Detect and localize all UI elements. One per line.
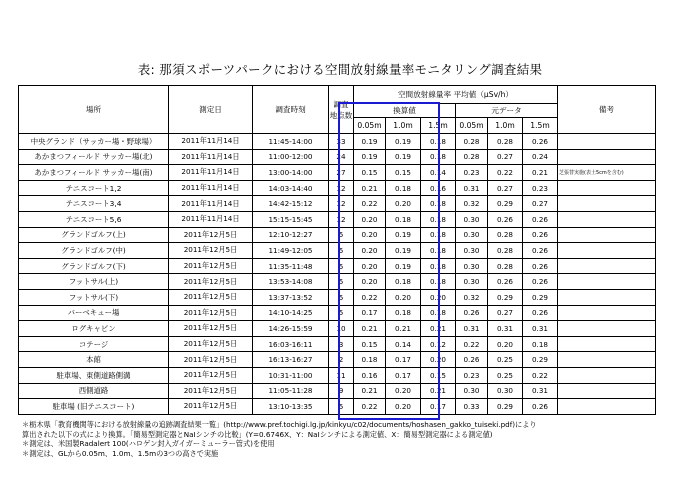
header-date: 測定日 [169, 86, 253, 134]
cell-converted-1-5m: 0.15 [421, 367, 456, 383]
footnote-line: ＊測定は、米国製Radalert 100(ハロゲン封入ガイガーミューラー管式)を使用 [22, 439, 275, 449]
table-row [19, 352, 656, 368]
cell-raw-005m: 0.30 [456, 211, 488, 227]
cell-converted-1-5m: 0.18 [421, 305, 456, 321]
cell-points: 2 [329, 352, 354, 368]
cell-location: テニスコート1,2 [19, 180, 169, 196]
header-location: 場所 [19, 86, 169, 134]
cell-raw-1-5m: 0.26 [523, 274, 558, 290]
cell-converted-1-5m: 0.20 [421, 289, 456, 305]
cell-points: 9 [329, 383, 354, 399]
cell-time: 11:49-12:05 [253, 243, 329, 259]
cell-points: 5 [329, 305, 354, 321]
cell-raw-1-5m: 0.24 [523, 149, 558, 165]
cell-converted-1-0m: 0.18 [386, 211, 421, 227]
cell-converted-1-0m: 0.14 [386, 336, 421, 352]
cell-raw-1-5m: 0.26 [523, 243, 558, 259]
cell-location: テニスコート5,6 [19, 211, 169, 227]
cell-date: 2011年11月14日 [169, 149, 253, 165]
cell-raw-1-0m: 0.27 [488, 149, 523, 165]
cell-converted-005m: 0.21 [354, 321, 386, 337]
cell-location: あかまつフィールド サッカー場(南) [19, 165, 169, 181]
cell-location: フットサル(下) [19, 289, 169, 305]
cell-location: ログキャビン [19, 321, 169, 337]
cell-raw-1-0m: 0.29 [488, 196, 523, 212]
cell-remarks [558, 289, 656, 305]
cell-location: グランドゴルフ(上) [19, 227, 169, 243]
cell-raw-1-5m: 0.21 [523, 165, 558, 181]
header-converted-1-5m: 1.5m [421, 118, 456, 134]
cell-remarks [558, 399, 656, 415]
cell-converted-005m: 0.22 [354, 196, 386, 212]
cell-remarks [558, 227, 656, 243]
cell-raw-1-5m: 0.31 [523, 383, 558, 399]
cell-converted-1-0m: 0.17 [386, 367, 421, 383]
table-row [19, 258, 656, 274]
footnote-line: ＊栃木県「教育機関等における放射線量の追跡調査結果一覧」(http://www.pref.tochigi.lg.jp/kinkyu/c02/documents/hoshasen_gakko_tuiseki.pdf)により [22, 420, 537, 429]
cell-converted-1-0m: 0.18 [386, 180, 421, 196]
cell-raw-1-5m: 0.26 [523, 211, 558, 227]
cell-points: 27 [329, 165, 354, 181]
cell-raw-1-5m: 0.29 [523, 289, 558, 305]
header-dose-group: 空間放射線量率 平均値（μSv/h） [354, 86, 558, 104]
cell-raw-005m: 0.31 [456, 321, 488, 337]
cell-converted-1-0m: 0.20 [386, 289, 421, 305]
cell-time: 14:26-15:59 [253, 321, 329, 337]
cell-converted-1-0m: 0.17 [386, 352, 421, 368]
cell-converted-005m: 0.18 [354, 352, 386, 368]
cell-location: あかまつフィールド サッカー場(北) [19, 149, 169, 165]
cell-converted-005m: 0.17 [354, 305, 386, 321]
table-row [19, 211, 656, 227]
cell-raw-1-5m: 0.23 [523, 180, 558, 196]
table-row [19, 180, 656, 196]
cell-converted-1-5m: 0.18 [421, 243, 456, 259]
cell-date: 2011年11月14日 [169, 196, 253, 212]
cell-raw-005m: 0.30 [456, 274, 488, 290]
cell-remarks [558, 321, 656, 337]
header-raw-1-5m: 1.5m [523, 118, 558, 134]
cell-raw-1-5m: 0.26 [523, 399, 558, 415]
cell-raw-1-5m: 0.18 [523, 336, 558, 352]
cell-converted-1-5m: 0.18 [421, 134, 456, 150]
cell-points: 3 [329, 336, 354, 352]
cell-raw-005m: 0.30 [456, 383, 488, 399]
header-points [329, 86, 354, 134]
cell-raw-1-5m: 0.31 [523, 321, 558, 337]
cell-time: 11:35-11:48 [253, 258, 329, 274]
cell-location: 駐車場、東側道路側溝 [19, 367, 169, 383]
cell-points: 24 [329, 149, 354, 165]
cell-converted-1-0m: 0.19 [386, 227, 421, 243]
cell-converted-1-0m: 0.15 [386, 165, 421, 181]
cell-raw-005m: 0.31 [456, 180, 488, 196]
footnotes [22, 420, 537, 458]
header-time: 調査時刻 [253, 86, 329, 134]
cell-raw-1-0m: 0.28 [488, 243, 523, 259]
cell-date: 2011年12月5日 [169, 321, 253, 337]
cell-raw-1-0m: 0.29 [488, 289, 523, 305]
cell-converted-1-0m: 0.19 [386, 149, 421, 165]
cell-converted-005m: 0.15 [354, 336, 386, 352]
cell-date: 2011年12月5日 [169, 336, 253, 352]
page-title: 表: 那須スポーツパークにおける空間放射線量率モニタリング調査結果 [137, 62, 543, 77]
cell-converted-005m: 0.19 [354, 134, 386, 150]
cell-date: 2011年12月5日 [169, 305, 253, 321]
cell-raw-005m: 0.32 [456, 289, 488, 305]
cell-points: 5 [329, 227, 354, 243]
cell-location: グランドゴルフ(中) [19, 243, 169, 259]
cell-date: 2011年12月5日 [169, 274, 253, 290]
cell-converted-1-5m: 0.18 [421, 211, 456, 227]
cell-location: テニスコート3,4 [19, 196, 169, 212]
cell-date: 2011年11月14日 [169, 211, 253, 227]
cell-location: 駐車場 (旧テニスコート) [19, 399, 169, 415]
cell-time: 11:00-12:00 [253, 149, 329, 165]
cell-converted-005m: 0.21 [354, 383, 386, 399]
table-row [19, 196, 656, 212]
cell-raw-1-5m: 0.26 [523, 227, 558, 243]
cell-date: 2011年12月5日 [169, 367, 253, 383]
cell-points: 33 [329, 134, 354, 150]
cell-date: 2011年12月5日 [169, 227, 253, 243]
cell-date: 2011年11月14日 [169, 134, 253, 150]
cell-converted-1-0m: 0.20 [386, 399, 421, 415]
cell-converted-1-5m: 0.18 [421, 274, 456, 290]
cell-raw-1-5m: 0.29 [523, 352, 558, 368]
table-row [19, 383, 656, 399]
cell-converted-1-5m: 0.21 [421, 321, 456, 337]
header-remarks: 備考 [558, 86, 656, 134]
cell-raw-005m: 0.30 [456, 258, 488, 274]
cell-time: 14:10-14:25 [253, 305, 329, 321]
cell-time: 14:42-15:12 [253, 196, 329, 212]
cell-time: 11:05-11:28 [253, 383, 329, 399]
cell-time: 13:53-14:08 [253, 274, 329, 290]
cell-time: 16:13-16:27 [253, 352, 329, 368]
cell-converted-1-5m: 0.18 [421, 196, 456, 212]
cell-remarks [558, 367, 656, 383]
cell-points: 12 [329, 211, 354, 227]
cell-raw-1-0m: 0.30 [488, 383, 523, 399]
table-body [19, 134, 656, 415]
cell-remarks [558, 352, 656, 368]
table-row [19, 336, 656, 352]
table-row [19, 243, 656, 259]
cell-remarks [558, 134, 656, 150]
cell-remarks [558, 243, 656, 259]
cell-raw-1-0m: 0.25 [488, 352, 523, 368]
table-header [19, 86, 656, 134]
cell-date: 2011年12月5日 [169, 243, 253, 259]
cell-remarks [558, 336, 656, 352]
header-points-line1: 調査 [333, 99, 349, 109]
header-raw-005m: 0.05m [456, 118, 488, 134]
cell-raw-1-0m: 0.27 [488, 180, 523, 196]
cell-converted-005m: 0.21 [354, 180, 386, 196]
cell-converted-005m: 0.20 [354, 211, 386, 227]
table-row [19, 227, 656, 243]
cell-time: 12:10-12:27 [253, 227, 329, 243]
cell-converted-1-5m: 0.18 [421, 258, 456, 274]
cell-converted-1-5m: 0.21 [421, 383, 456, 399]
cell-date: 2011年11月14日 [169, 180, 253, 196]
cell-converted-1-0m: 0.21 [386, 321, 421, 337]
cell-raw-1-5m: 0.26 [523, 305, 558, 321]
cell-converted-005m: 0.19 [354, 149, 386, 165]
cell-remarks [558, 383, 656, 399]
cell-converted-1-5m: 0.14 [421, 165, 456, 181]
cell-converted-1-5m: 0.20 [421, 352, 456, 368]
cell-points: 5 [329, 243, 354, 259]
cell-time: 10:31-11:00 [253, 367, 329, 383]
cell-remarks [558, 196, 656, 212]
cell-points: 11 [329, 367, 354, 383]
cell-remarks [558, 305, 656, 321]
footnote-line: ＊測定は、GLから0.05m、1.0m、1.5mの3つの高さで実施 [22, 448, 219, 458]
cell-raw-005m: 0.28 [456, 134, 488, 150]
header-raw: 元データ [456, 104, 558, 118]
cell-time: 15:15-15:45 [253, 211, 329, 227]
cell-time: 13:00-14:00 [253, 165, 329, 181]
cell-time: 11:45-14:00 [253, 134, 329, 150]
cell-date: 2011年12月5日 [169, 289, 253, 305]
cell-converted-005m: 0.20 [354, 274, 386, 290]
cell-location: コテージ [19, 336, 169, 352]
table-row [19, 367, 656, 383]
cell-raw-005m: 0.32 [456, 196, 488, 212]
cell-raw-1-0m: 0.26 [488, 211, 523, 227]
table-row [19, 321, 656, 337]
cell-time: 13:10-13:35 [253, 399, 329, 415]
cell-raw-005m: 0.30 [456, 227, 488, 243]
cell-raw-1-0m: 0.28 [488, 227, 523, 243]
cell-points: 5 [329, 289, 354, 305]
cell-raw-005m: 0.28 [456, 149, 488, 165]
cell-raw-005m: 0.22 [456, 336, 488, 352]
cell-raw-1-0m: 0.20 [488, 336, 523, 352]
cell-date: 2011年11月14日 [169, 165, 253, 181]
cell-raw-1-0m: 0.25 [488, 367, 523, 383]
cell-converted-1-0m: 0.18 [386, 305, 421, 321]
cell-converted-1-0m: 0.20 [386, 196, 421, 212]
cell-raw-005m: 0.33 [456, 399, 488, 415]
cell-time: 16:03-16:11 [253, 336, 329, 352]
cell-converted-005m: 0.16 [354, 367, 386, 383]
cell-converted-1-5m: 0.12 [421, 336, 456, 352]
cell-converted-005m: 0.20 [354, 258, 386, 274]
cell-raw-1-0m: 0.29 [488, 399, 523, 415]
cell-raw-1-0m: 0.27 [488, 305, 523, 321]
cell-raw-1-0m: 0.28 [488, 258, 523, 274]
cell-raw-1-5m: 0.26 [523, 258, 558, 274]
cell-converted-1-0m: 0.19 [386, 243, 421, 259]
results-table [18, 85, 656, 415]
cell-time: 14:03-14:40 [253, 180, 329, 196]
cell-points: 12 [329, 180, 354, 196]
header-converted-1-0m: 1.0m [386, 118, 421, 134]
cell-raw-1-0m: 0.22 [488, 165, 523, 181]
table-row [19, 149, 656, 165]
cell-raw-005m: 0.26 [456, 352, 488, 368]
cell-date: 2011年12月5日 [169, 352, 253, 368]
cell-converted-1-5m: 0.18 [421, 227, 456, 243]
cell-date: 2011年12月5日 [169, 258, 253, 274]
cell-points: 5 [329, 258, 354, 274]
cell-location: 西側道路 [19, 383, 169, 399]
cell-converted-1-0m: 0.19 [386, 134, 421, 150]
table-row [19, 289, 656, 305]
cell-location: 中央グランド（サッカー場・野球場） [19, 134, 169, 150]
cell-raw-005m: 0.26 [456, 305, 488, 321]
cell-raw-1-0m: 0.26 [488, 274, 523, 290]
header-points-line2: 地点数 [329, 110, 353, 120]
cell-date: 2011年12月5日 [169, 399, 253, 415]
cell-location: グランドゴルフ(下) [19, 258, 169, 274]
table-row [19, 165, 656, 181]
footnote-line: 算出された以下の式により換算。「簡易型測定器とNaIシンチの比較」(Y=0.6746X、Y：NaIシンチによる測定値、X：簡易型測定器による測定値) [22, 429, 493, 439]
cell-converted-1-5m: 0.16 [421, 180, 456, 196]
cell-converted-005m: 0.22 [354, 289, 386, 305]
cell-raw-1-0m: 0.31 [488, 321, 523, 337]
cell-location: 本館 [19, 352, 169, 368]
cell-remarks: 芝張替実施(表土5cmを含む) [558, 165, 656, 181]
cell-raw-005m: 0.23 [456, 165, 488, 181]
cell-converted-005m: 0.15 [354, 165, 386, 181]
cell-raw-005m: 0.23 [456, 367, 488, 383]
cell-location: バーベキュー場 [19, 305, 169, 321]
cell-remarks [558, 258, 656, 274]
cell-points: 5 [329, 399, 354, 415]
header-raw-1-0m: 1.0m [488, 118, 523, 134]
cell-converted-1-0m: 0.18 [386, 274, 421, 290]
cell-points: 5 [329, 274, 354, 290]
table-row [19, 134, 656, 150]
cell-points: 10 [329, 321, 354, 337]
cell-raw-1-0m: 0.28 [488, 134, 523, 150]
table-row [19, 274, 656, 290]
cell-raw-1-5m: 0.27 [523, 196, 558, 212]
cell-converted-005m: 0.20 [354, 243, 386, 259]
cell-raw-1-5m: 0.22 [523, 367, 558, 383]
cell-raw-1-5m: 0.26 [523, 134, 558, 150]
cell-remarks [558, 274, 656, 290]
cell-remarks [558, 180, 656, 196]
cell-remarks [558, 211, 656, 227]
cell-remarks [558, 149, 656, 165]
cell-time: 13:37-13:52 [253, 289, 329, 305]
header-converted: 換算値 [354, 104, 456, 118]
cell-converted-1-5m: 0.17 [421, 399, 456, 415]
cell-converted-1-0m: 0.20 [386, 383, 421, 399]
table-row [19, 305, 656, 321]
cell-date: 2011年12月5日 [169, 383, 253, 399]
cell-converted-1-0m: 0.19 [386, 258, 421, 274]
cell-raw-005m: 0.30 [456, 243, 488, 259]
cell-converted-1-5m: 0.18 [421, 149, 456, 165]
cell-points: 12 [329, 196, 354, 212]
cell-converted-005m: 0.22 [354, 399, 386, 415]
header-converted-005m: 0.05m [354, 118, 386, 134]
table-row [19, 399, 656, 415]
cell-converted-005m: 0.20 [354, 227, 386, 243]
cell-location: フットサル(上) [19, 274, 169, 290]
